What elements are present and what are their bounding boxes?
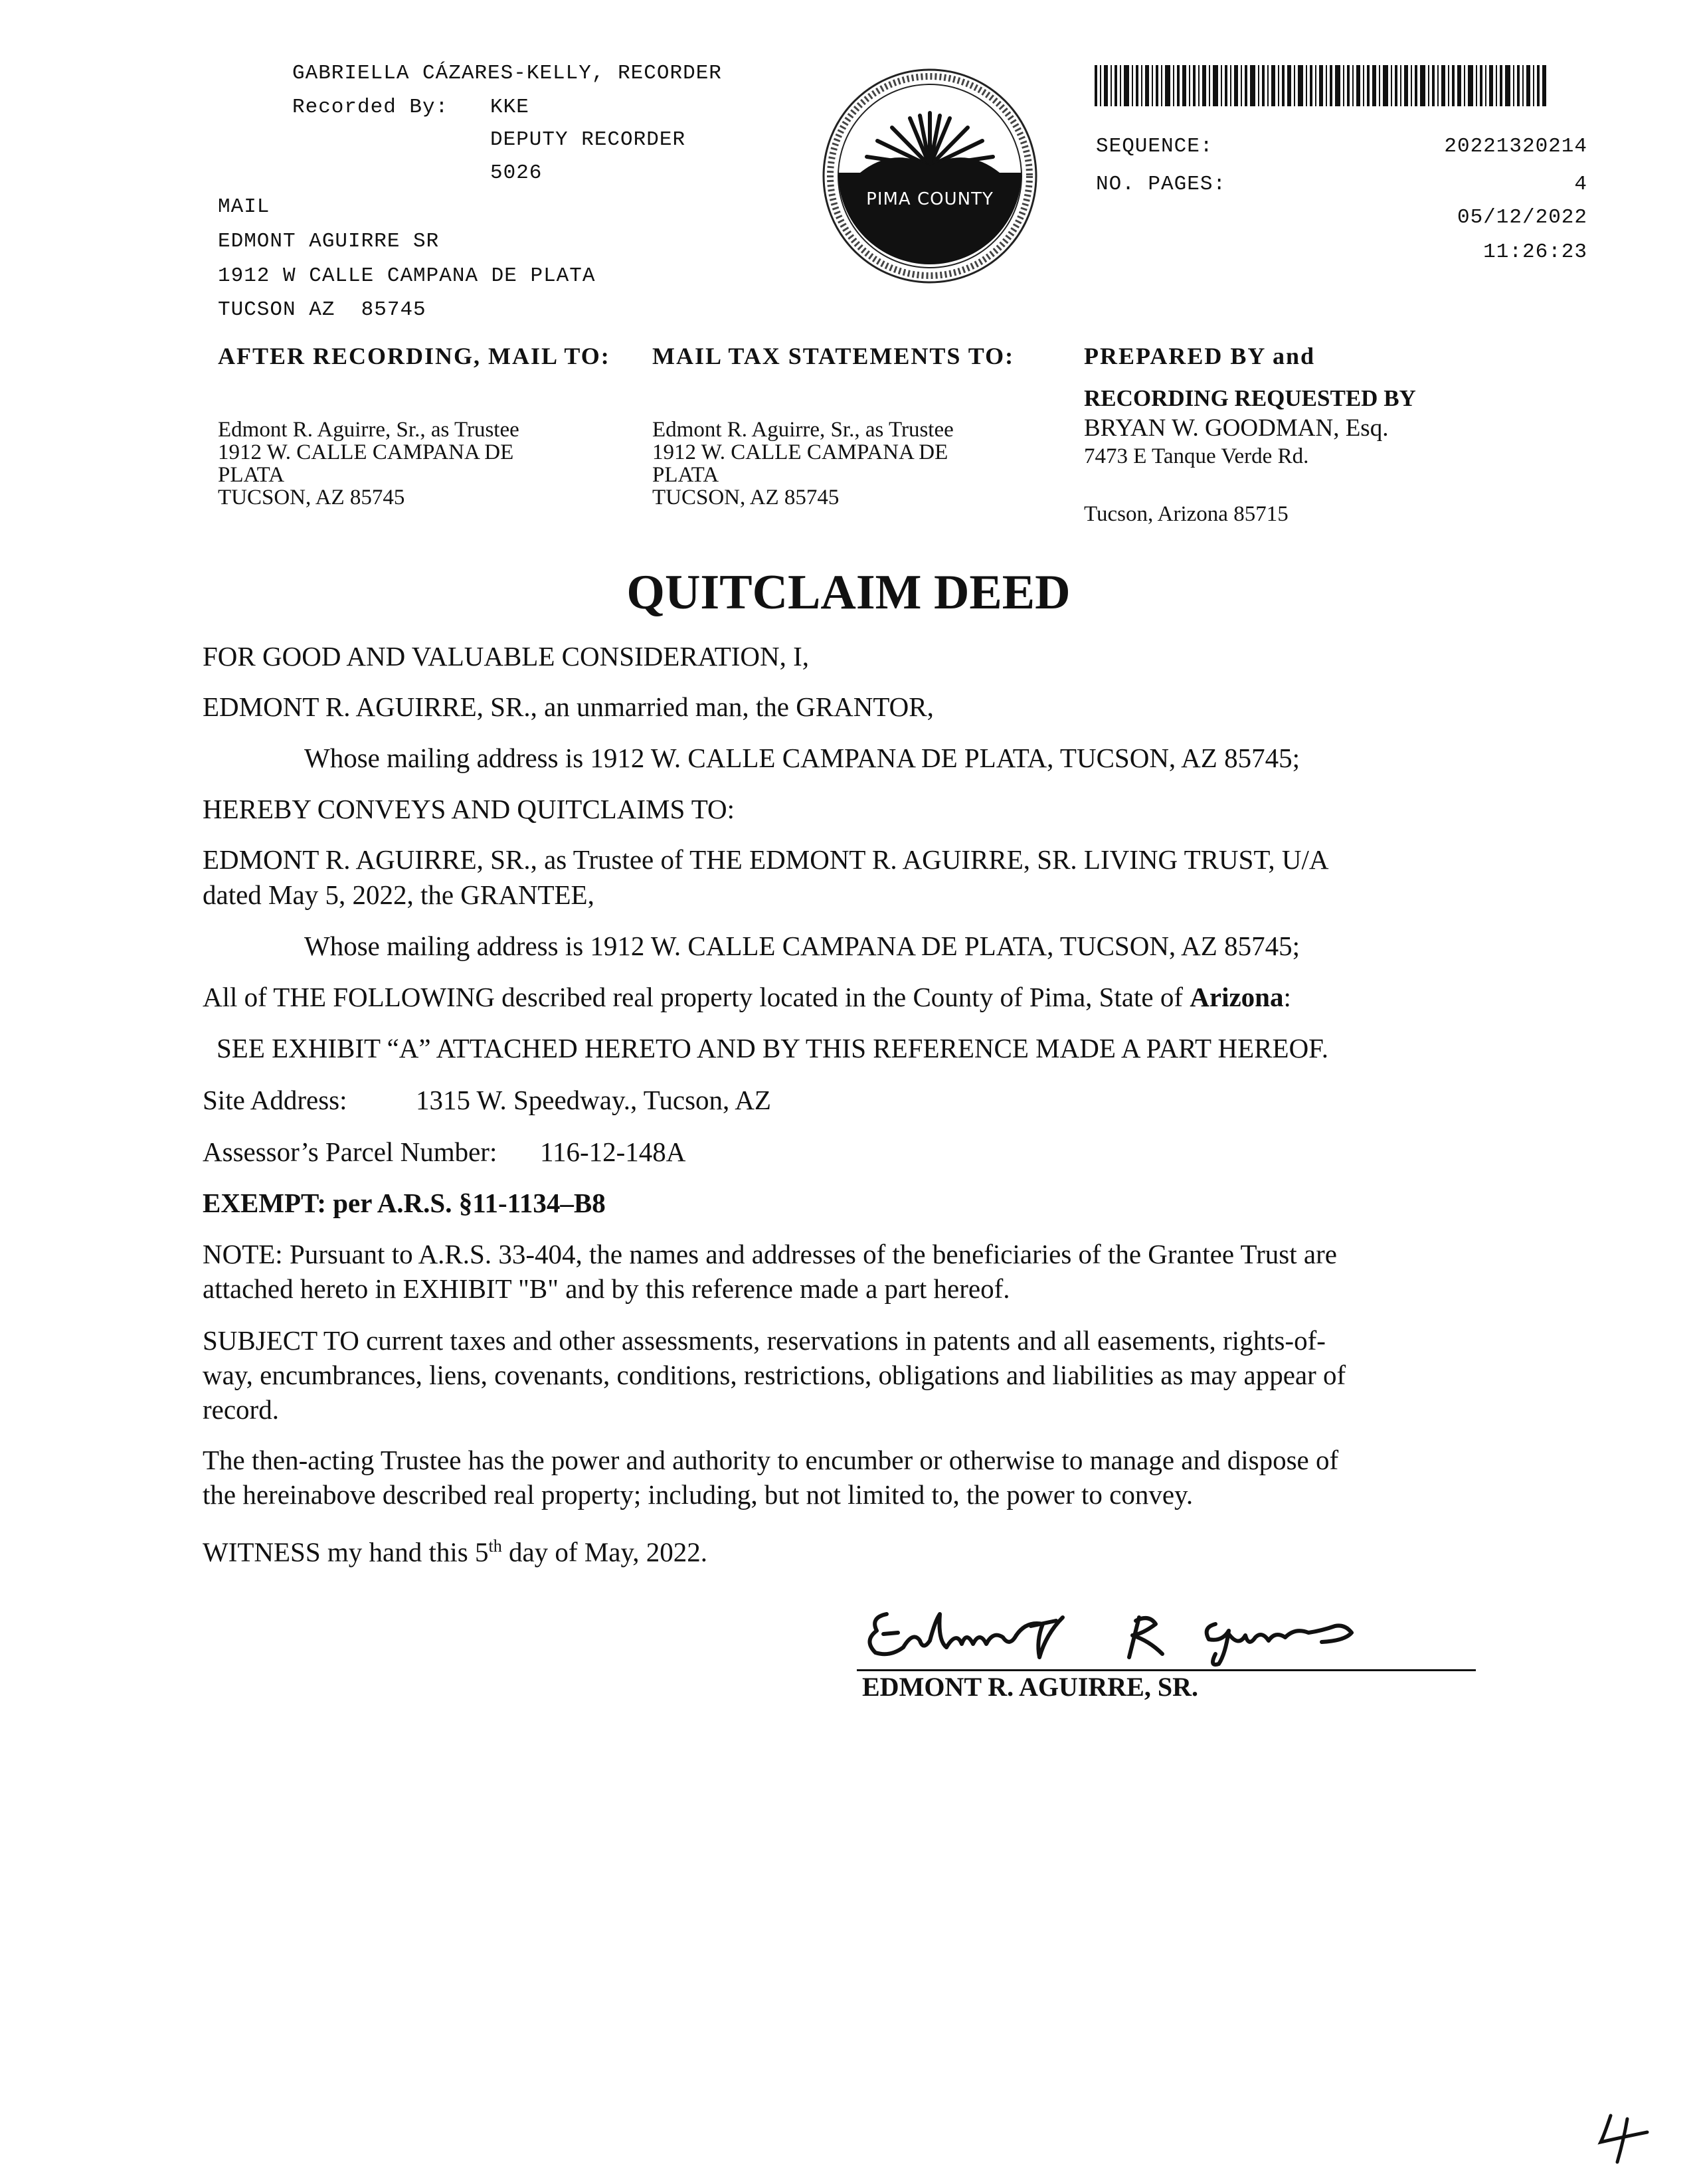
col1-line-2: 1912 W. CALLE CAMPANA DE <box>218 440 514 464</box>
grantor-address-line: Whose mailing address is 1912 W. CALLE CAMPANA DE PLATA, TUCSON, AZ 85745; <box>304 743 1300 773</box>
mail-name: EDMONT AGUIRRE SR <box>218 230 440 253</box>
witness-prefix: WITNESS my hand this 5 <box>203 1536 489 1568</box>
mail-label: MAIL <box>218 195 270 219</box>
col3-heading: RECORDING REQUESTED BY <box>1084 385 1416 411</box>
barcode <box>1095 65 1546 106</box>
col1-line-3: PLATA <box>218 463 285 487</box>
property-line-suffix: : <box>1283 982 1291 1012</box>
handwritten-page-mark <box>1594 2106 1654 2165</box>
grantor-line: EDMONT R. AGUIRRE, SR., an unmarried man, the GRANTOR, <box>203 691 934 722</box>
site-address-value: 1315 W. Speedway., Tucson, AZ <box>416 1085 771 1115</box>
property-line <box>203 980 1291 1014</box>
recording-date: 05/12/2022 <box>1457 206 1587 229</box>
trustee-line-1: The then-acting Trustee has the power and authority to encumber or otherwise to manage and dispose of <box>203 1445 1339 1475</box>
sequence-label: SEQUENCE: <box>1096 135 1213 158</box>
col2-line-3: PLATA <box>652 463 719 487</box>
deputy-recorder-number: 5026 <box>490 161 543 185</box>
col3-name: BRYAN W. GOODMAN, Esq. <box>1084 414 1389 442</box>
grantee-line-2: dated May 5, 2022, the GRANTEE, <box>203 879 594 910</box>
handwritten-signature <box>857 1594 1368 1667</box>
subject-line-1: SUBJECT TO current taxes and other assessments, reservations in patents and all easements, rights-of- <box>203 1325 1326 1356</box>
grantee-address-line: Whose mailing address is 1912 W. CALLE CAMPANA DE PLATA, TUCSON, AZ 85745; <box>304 931 1300 961</box>
witness-suffix: day of May, 2022. <box>501 1536 708 1568</box>
signature-graphic <box>857 1594 1368 1667</box>
subject-line-2: way, encumbrances, liens, covenants, conditions, restrictions, obligations and liabilities as may appear of <box>203 1360 1346 1390</box>
mail-city: TUCSON AZ 85745 <box>218 298 426 321</box>
seal-label: PIMA COUNTY <box>866 189 994 209</box>
signer-name: EDMONT R. AGUIRRE, SR. <box>862 1672 1198 1702</box>
col3-street: 7473 E Tanque Verde Rd. <box>1084 444 1309 468</box>
conveys-line: HEREBY CONVEYS AND QUITCLAIMS TO: <box>203 794 735 824</box>
site-address-label: Site Address: <box>203 1085 347 1115</box>
col2-line-4: TUCSON, AZ 85745 <box>652 486 840 509</box>
pima-county-seal <box>820 66 1039 286</box>
exhibit-a-line: SEE EXHIBIT “A” ATTACHED HERETO AND BY THIS REFERENCE MADE A PART HEREOF. <box>217 1033 1328 1063</box>
consideration-line: FOR GOOD AND VALUABLE CONSIDERATION, I, <box>203 641 810 672</box>
col2-address <box>652 418 954 509</box>
recording-time: 11:26:23 <box>1483 240 1587 264</box>
mail-street: 1912 W CALLE CAMPANA DE PLATA <box>218 264 596 288</box>
col2-heading-text: MAIL TAX STATEMENTS TO: <box>652 343 1015 369</box>
witness-ordinal: th <box>488 1536 502 1556</box>
recorded-by-value: KKE <box>490 96 529 119</box>
signature-line <box>857 1669 1476 1671</box>
seal-graphic <box>820 66 1039 286</box>
pages-label: NO. PAGES: <box>1096 173 1227 196</box>
col2-line-2: 1912 W. CALLE CAMPANA DE <box>652 440 948 464</box>
col3-heading-clipped <box>1084 343 1363 369</box>
recorder-name: GABRIELLA CÁZARES-KELLY, RECORDER <box>292 62 722 85</box>
col1-line-1: Edmont R. Aguirre, Sr., as Trustee <box>218 418 519 442</box>
col2-line-1: Edmont R. Aguirre, Sr., as Trustee <box>652 418 954 442</box>
barcode-graphic <box>1095 65 1546 106</box>
deputy-recorder-title: DEPUTY RECORDER <box>490 128 686 151</box>
col1-heading-text: AFTER RECORDING, MAIL TO: <box>218 343 610 369</box>
parcel-label: Assessor’s Parcel Number: <box>203 1137 497 1167</box>
col2-heading-clipped <box>652 343 1024 369</box>
col1-line-4: TUCSON, AZ 85745 <box>218 486 405 509</box>
parcel-value: 116-12-148A <box>540 1137 686 1167</box>
property-line-prefix: All of THE FOLLOWING described real property located in the County of Pima, State of <box>203 982 1184 1012</box>
col1-heading-clipped <box>218 343 610 369</box>
col3-heading-clipped-text: PREPARED BY and <box>1084 343 1316 369</box>
pages-value: 4 <box>1574 173 1587 196</box>
note-line-1: NOTE: Pursuant to A.R.S. 33-404, the names and addresses of the beneficiaries of the Grantee Trust are <box>203 1239 1337 1269</box>
exempt-line: EXEMPT: per A.R.S. §11-1134–B8 <box>203 1188 606 1218</box>
note-line-2: attached hereto in EXHIBIT "B" and by this reference made a part hereof. <box>203 1273 1010 1304</box>
col1-address <box>218 418 519 509</box>
property-state: Arizona <box>1190 982 1284 1012</box>
grantee-line-1: EDMONT R. AGUIRRE, SR., as Trustee of THE EDMONT R. AGUIRRE, SR. LIVING TRUST, U/A <box>203 844 1329 875</box>
sequence-value: 20221320214 <box>1444 135 1587 158</box>
deed-title: QUITCLAIM DEED <box>626 565 1071 620</box>
col3-city: Tucson, Arizona 85715 <box>1084 502 1289 526</box>
trustee-line-2: the hereinabove described real property; including, but not limited to, the power to convey. <box>203 1479 1194 1510</box>
recorded-by-label: Recorded By: <box>292 96 449 119</box>
witness-line <box>203 1529 707 1570</box>
page-mark-graphic <box>1594 2106 1654 2165</box>
subject-line-3: record. <box>203 1394 279 1425</box>
